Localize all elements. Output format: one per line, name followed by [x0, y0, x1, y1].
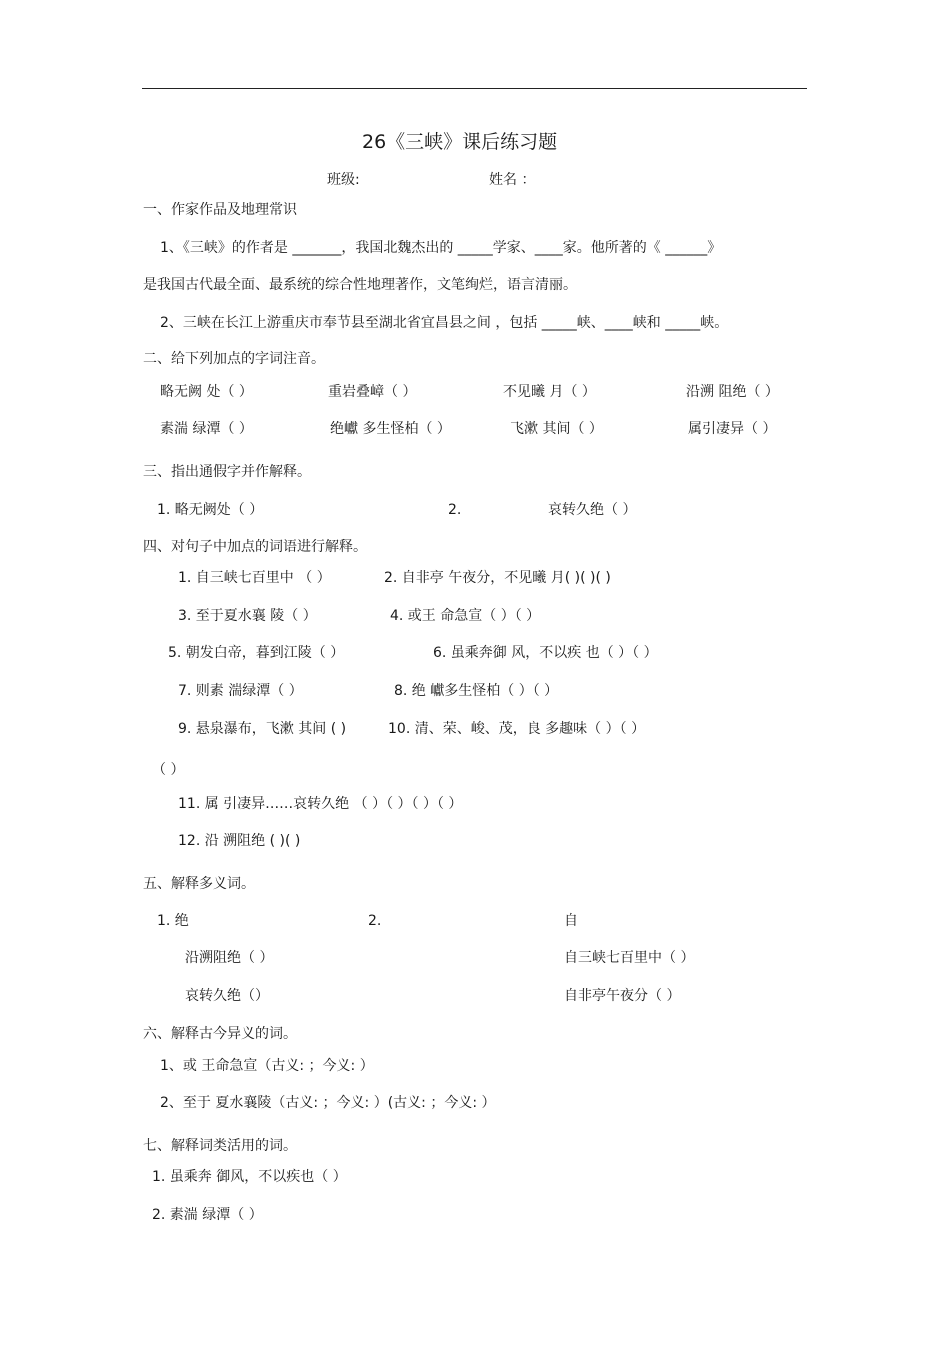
- explain-item: 3. 至于夏水襄 陵（ ）: [178, 608, 317, 624]
- explain-item: 8. 绝 巘多生怪柏（ ）（ ）: [394, 683, 559, 699]
- question-1-line-2: 是我国古代最全面、最系统的综合性地理著作，文笔绚烂，语言清丽。: [143, 277, 577, 293]
- section-3-heading: 三、指出通假字并作解释。: [143, 464, 311, 480]
- class-label: 班级:: [327, 172, 360, 188]
- tongjia-item: 1. 略无阙处（ ）: [157, 502, 264, 518]
- polysemy-item: 哀转久绝（）: [185, 988, 269, 1004]
- explain-item: 5. 朝发白帝，暮到江陵（ ）: [168, 645, 345, 661]
- explain-item: 6. 虽乘奔御 风，不以疾 也（ ）（ ）: [433, 645, 658, 661]
- pinyin-item: 沿溯 阻绝（ ）: [686, 384, 779, 400]
- pinyin-item: 属引凄异（ ）: [688, 421, 777, 437]
- pinyin-item: 略无阙 处（ ）: [160, 384, 253, 400]
- pinyin-item: 绝巘 多生怪柏（ ）: [330, 421, 451, 437]
- question-1-line-1: 1、《三峡》的作者是 _______，我国北魏杰出的 _____学家、____家。他所著的《 ______》: [160, 240, 722, 256]
- explain-item-continued: （ ）: [152, 762, 185, 778]
- tongjia-item: 哀转久绝（ ）: [548, 502, 637, 518]
- polysemy-item: 沿溯阻绝（ ）: [185, 950, 274, 966]
- polysemy-word: 自: [564, 913, 578, 929]
- explain-item: 10. 清、荣、峻、茂，良 多趣味（ ）（ ）: [388, 721, 646, 737]
- word-class-item: 2. 素湍 绿潭（ ）: [152, 1207, 263, 1223]
- pinyin-item: 飞漱 其间（ ）: [510, 421, 603, 437]
- ancient-modern-item: 1、或 王命急宣（古义: ；今义: ）: [160, 1058, 374, 1074]
- section-7-heading: 七、解释词类活用的词。: [143, 1138, 297, 1154]
- polysemy-item: 自非亭午夜分（ ）: [564, 988, 681, 1004]
- pinyin-item: 素湍 绿潭（ ）: [160, 421, 253, 437]
- explain-item: 1. 自三峡七百里中 （ ）: [178, 570, 331, 586]
- explain-item: 11. 属 引凄异……哀转久绝 （ ）（ ）（ ）（ ）: [178, 796, 463, 812]
- section-6-heading: 六、解释古今异义的词。: [143, 1026, 297, 1042]
- pinyin-item: 不见曦 月（ ）: [503, 384, 596, 400]
- polysemy-word: 1. 绝: [157, 913, 189, 929]
- pinyin-item: 重岩叠嶂（ ）: [328, 384, 417, 400]
- ancient-modern-item: 2、至于 夏水襄陵（古义: ；今义: ）(古义: ；今义: ）: [160, 1095, 496, 1111]
- top-rule: [142, 88, 807, 89]
- question-2: 2、三峡在长江上游重庆市奉节县至湖北省宜昌县之间 ，包括 _____峡、____峡和 _____峡。: [160, 315, 729, 331]
- section-4-heading: 四、对句子中加点的词语进行解释。: [143, 539, 367, 555]
- section-2-heading: 二、给下列加点的字词注音。: [143, 351, 325, 367]
- section-1-heading: 一、作家作品及地理常识: [143, 202, 297, 218]
- word-class-item: 1. 虽乘奔 御风，不以疾也（ ）: [152, 1169, 347, 1185]
- section-5-heading: 五、解释多义词。: [143, 876, 255, 892]
- polysemy-item: 自三峡七百里中（ ）: [564, 950, 695, 966]
- tongjia-number: 2.: [448, 502, 462, 518]
- explain-item: 12. 沿 溯阻绝 ( )( ): [178, 833, 301, 849]
- name-label: 姓名 ：: [489, 172, 536, 188]
- polysemy-number: 2.: [368, 913, 382, 929]
- explain-item: 4. 或王 命急宣（ ）（ ）: [390, 608, 541, 624]
- page-title: 26《三峡》课后练习题: [362, 131, 558, 153]
- explain-item: 9. 悬泉瀑布，飞漱 其间 ( ): [178, 721, 347, 737]
- explain-item: 2. 自非亭 午夜分，不见曦 月( )( )( ): [384, 570, 611, 586]
- explain-item: 7. 则素 湍绿潭（ ）: [178, 683, 303, 699]
